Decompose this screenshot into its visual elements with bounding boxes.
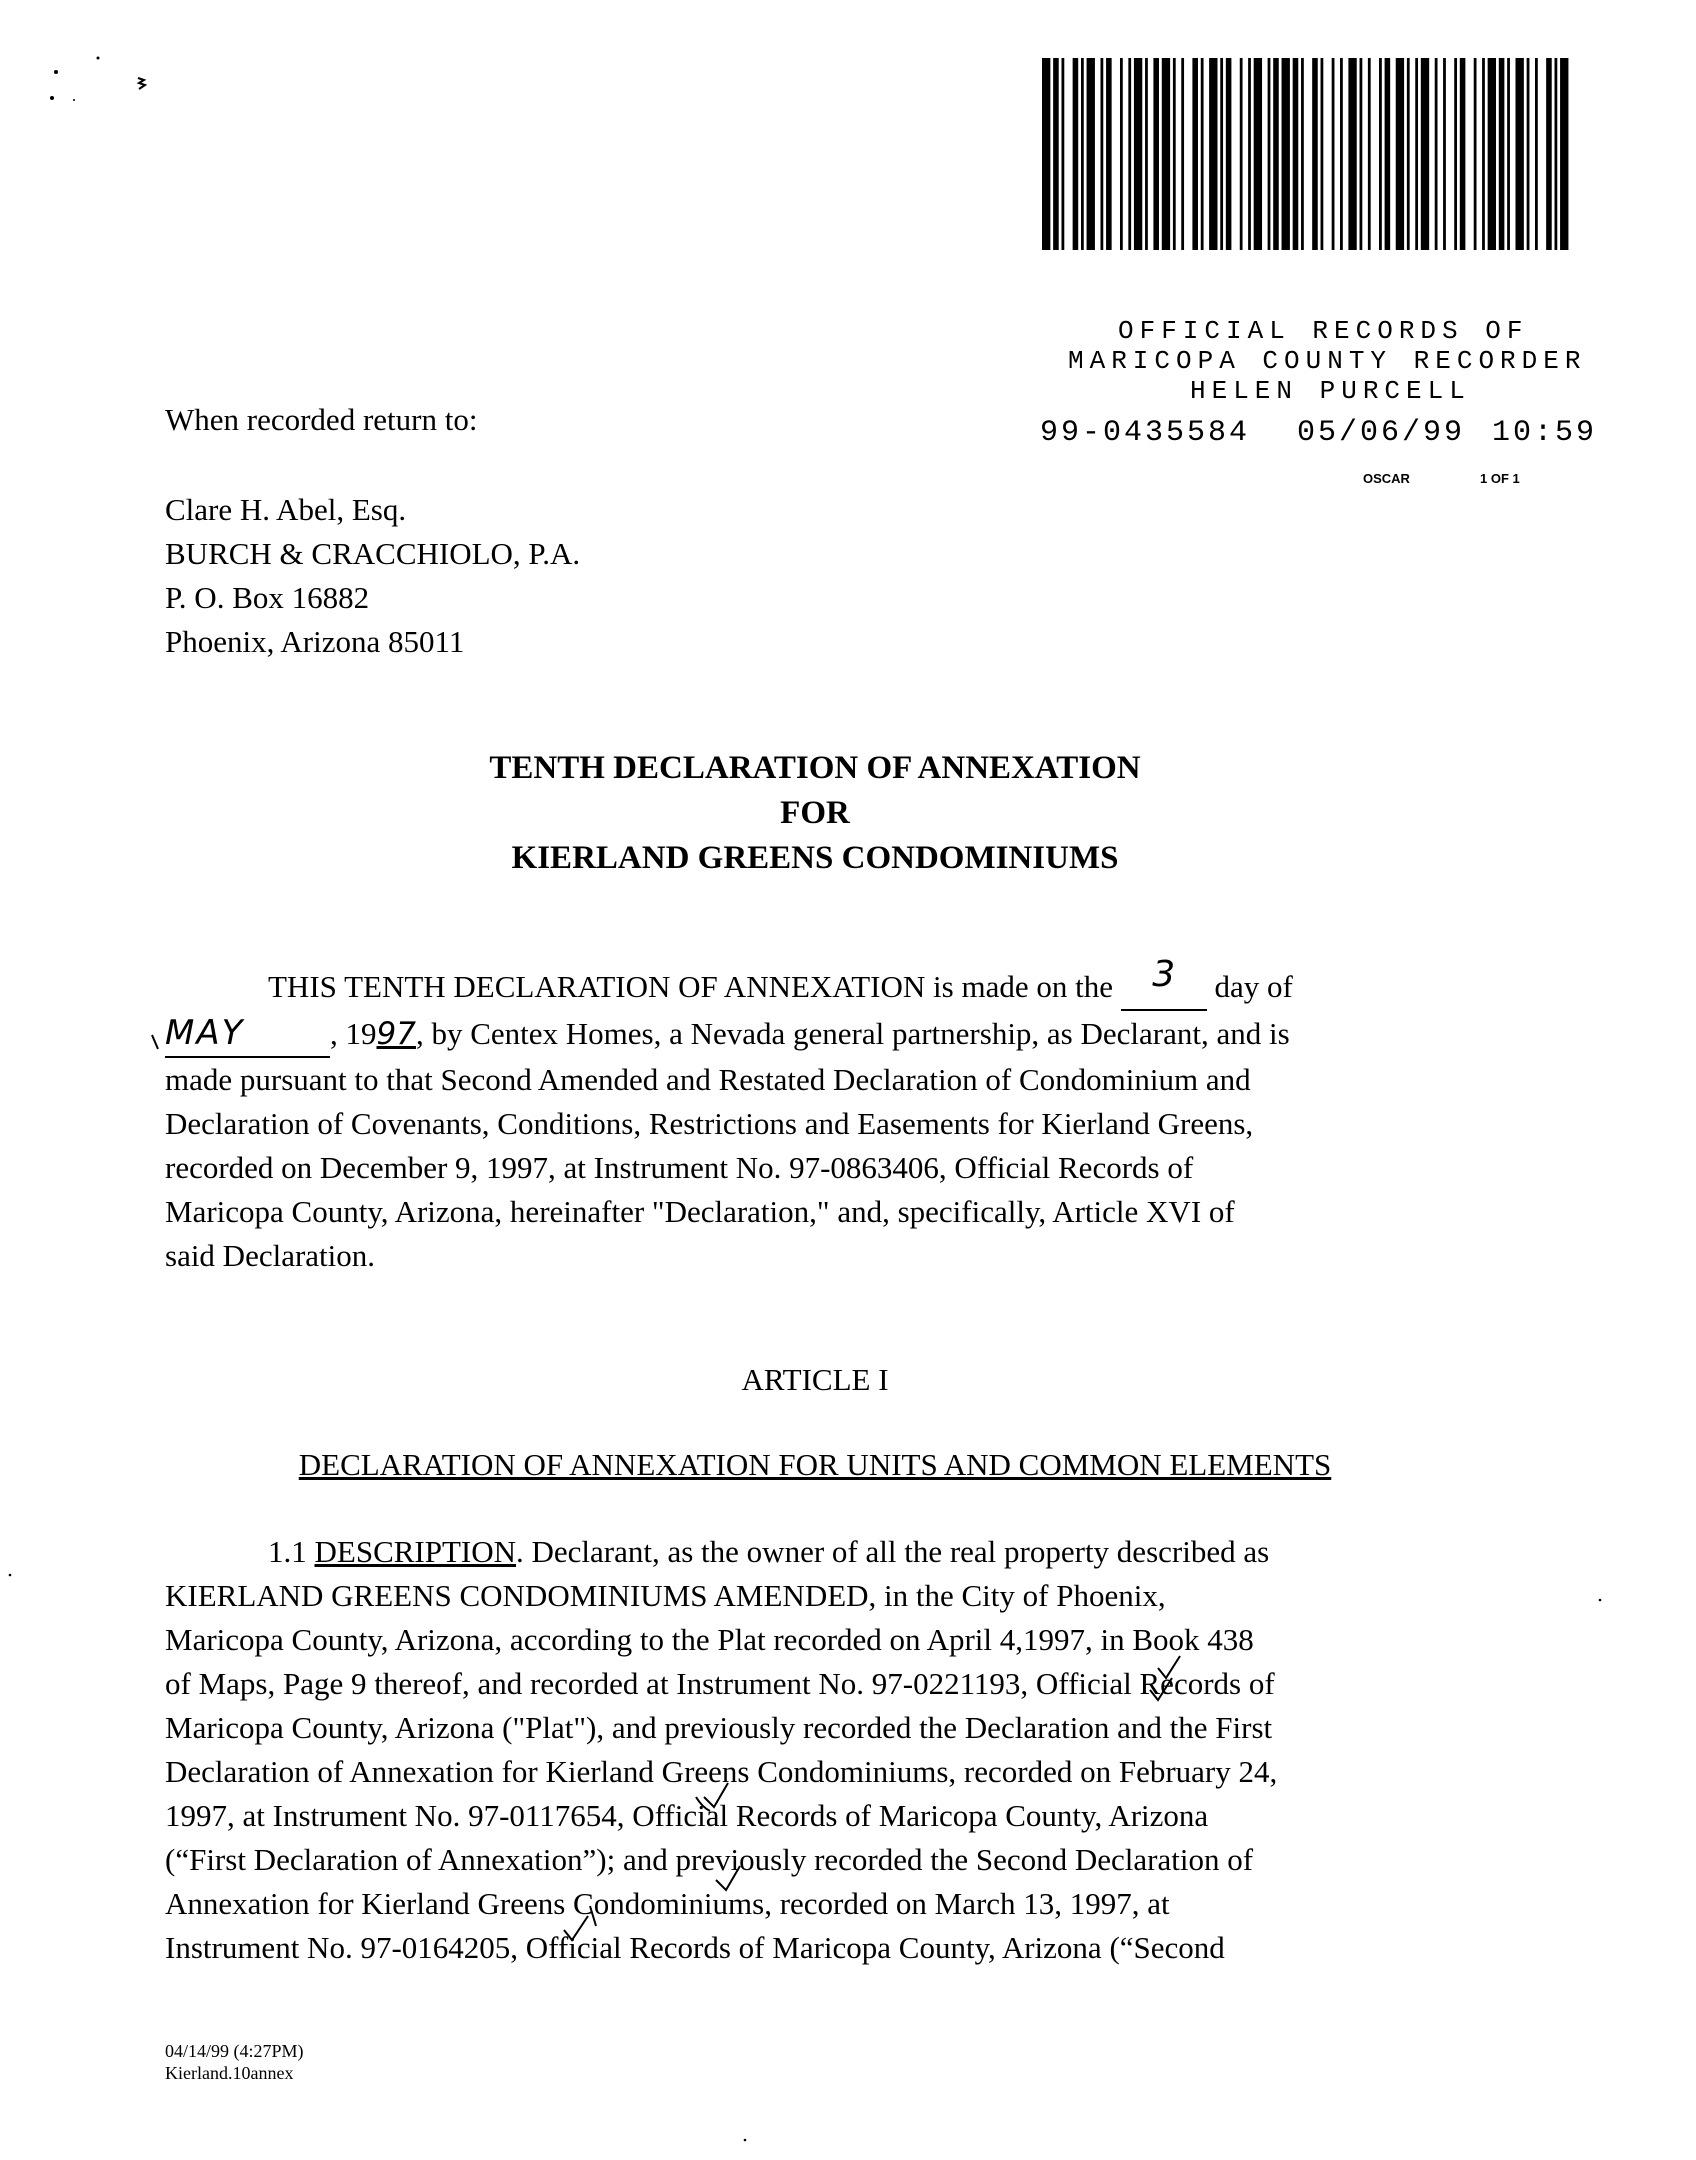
barcode-bar (1061, 58, 1064, 250)
barcode-bar (1145, 58, 1148, 250)
recording-clerk: OSCAR (1363, 471, 1410, 486)
section-line: Maricopa County, Arizona, according to the Plat recorded on April 4,1997, in Book 438 (165, 1622, 1254, 1657)
barcode-bar (1081, 58, 1084, 250)
barcode-bar (1181, 58, 1184, 250)
article-subheading: DECLARATION OF ANNEXATION FOR UNITS AND COMMON ELEMENTS (298, 1447, 1332, 1482)
scan-specks (40, 50, 170, 130)
section-line: Annexation for Kierland Greens Condominiums, recorded on March 13, 1997, at (165, 1886, 1170, 1921)
section-text: . Declarant, as the owner of all the real property described as (516, 1534, 1270, 1569)
intro-line: Maricopa County, Arizona, hereinafter "Declaration," and, specifically, Article XVI of (165, 1194, 1235, 1229)
barcode-bar (1053, 58, 1059, 250)
barcode-bar (1421, 58, 1429, 250)
barcode (1042, 58, 1574, 250)
section-line: Maricopa County, Arizona ("Plat"), and previously recorded the Declaration and the First (165, 1710, 1273, 1745)
section-number: 1.1 (268, 1534, 315, 1569)
intro-line: made pursuant to that Second Amended and Restated Declaration of Condominium and (165, 1062, 1251, 1097)
barcode-bar (1555, 58, 1558, 250)
return-city: Phoenix, Arizona 85011 (165, 624, 465, 659)
section-line: Instrument No. 97-0164205, Official Records of Maricopa County, Arizona (“Second (165, 1930, 1225, 1965)
barcode-bar (1254, 58, 1262, 250)
return-to-label: When recorded return to: (165, 402, 478, 437)
section-line: of Maps, Page 9 thereof, and recorded at Instrument No. 97-0221193, Official Records of (165, 1666, 1275, 1701)
footer-date: 04/14/99 (4:27PM) (165, 2041, 304, 2061)
stamp-recorder-name: HELEN PURCELL (1190, 376, 1471, 406)
month-blank (165, 1011, 330, 1058)
barcode-bar (1293, 58, 1299, 250)
barcode-bar (1560, 58, 1568, 250)
barcode-bar (1220, 58, 1223, 250)
intro-text: , by Centex Homes, a Nevada general partnership, as Declarant, and is (415, 1016, 1290, 1051)
stamp-office-line1: OFFICIAL RECORDS OF (1118, 316, 1529, 346)
article-heading: ARTICLE I (741, 1362, 889, 1397)
barcode-bar (1546, 58, 1552, 250)
barcode-bar (1368, 58, 1371, 250)
barcode-bar (1100, 58, 1103, 250)
barcode-bar (1348, 58, 1356, 250)
barcode-bar (1435, 58, 1438, 250)
handwritten-month: MAY (165, 1013, 245, 1053)
intro-text: day of (1206, 969, 1293, 1004)
day-blank (1121, 954, 1207, 1011)
barcode-bar (1268, 58, 1271, 250)
document-title-line1: TENTH DECLARATION OF ANNEXATION (489, 750, 1141, 786)
intro-text: THIS TENTH DECLARATION OF ANNEXATION is made on the (268, 969, 1121, 1004)
barcode-bar (1488, 58, 1496, 250)
stamp-office-line2: MARICOPA COUNTY RECORDER (1068, 346, 1587, 376)
barcode-bar (1153, 58, 1159, 250)
document-footer (165, 2040, 304, 2084)
barcode-bar (1454, 58, 1457, 250)
barcode-bar (1209, 58, 1217, 250)
barcode-bar (1360, 58, 1363, 250)
barcode-bar (1340, 58, 1343, 250)
barcode-bar (1407, 58, 1410, 250)
return-address (165, 488, 580, 664)
barcode-bar (1120, 58, 1123, 250)
barcode-bar (1106, 58, 1112, 250)
barcode-bar (1385, 58, 1391, 250)
section-1-1 (165, 1530, 1465, 1970)
barcode-bar (1443, 58, 1446, 250)
intro-line: said Declaration. (165, 1238, 376, 1273)
barcode-bar (1379, 58, 1382, 250)
barcode-bar (1282, 58, 1290, 250)
barcode-bar (1332, 58, 1335, 250)
barcode-bar (1516, 58, 1524, 250)
barcode-bar (1073, 58, 1079, 250)
barcode-bar (1134, 58, 1142, 250)
barcode-bar (1173, 58, 1176, 250)
document-title-line3: KIERLAND GREENS CONDOMINIUMS (511, 840, 1119, 876)
barcode-bar (1201, 58, 1204, 250)
barcode-bar (1087, 58, 1095, 250)
barcode-bar (1499, 58, 1505, 250)
barcode-bar (1042, 58, 1050, 250)
barcode-bar (1301, 58, 1304, 250)
footer-filename: Kierland.10annex (165, 2063, 294, 2083)
barcode-bar (1128, 58, 1131, 250)
intro-line: Declaration of Covenants, Conditions, Restrictions and Easements for Kierland Greens, (165, 1106, 1254, 1141)
barcode-bar (1527, 58, 1530, 250)
document-title-line2: FOR (780, 795, 850, 831)
barcode-bar (1240, 58, 1243, 250)
barcode-bar (1321, 58, 1324, 250)
section-line: Declaration of Annexation for Kierland Greens Condominiums, recorded on February 24, (165, 1754, 1278, 1789)
barcode-bar (1507, 58, 1510, 250)
barcode-bar (1226, 58, 1232, 250)
barcode-bar (1273, 58, 1279, 250)
barcode-bar (1482, 58, 1485, 250)
return-po-box: P. O. Box 16882 (165, 580, 370, 615)
barcode-bar (1192, 58, 1198, 250)
section-line: (“First Declaration of Annexation”); and previously recorded the Second Declaration of (165, 1842, 1254, 1877)
intro-line: recorded on December 9, 1997, at Instrument No. 97-0863406, Official Records of (165, 1150, 1194, 1185)
barcode-bar (1162, 58, 1170, 250)
intro-text: , 19 (330, 1016, 377, 1051)
barcode-bar (1312, 58, 1318, 250)
recording-time: 10:59 (1492, 416, 1598, 450)
intro-paragraph (165, 954, 1465, 1278)
recording-page-count: 1 OF 1 (1480, 471, 1520, 486)
section-heading: DESCRIPTION (314, 1534, 517, 1569)
handwritten-year: 97 (376, 1016, 416, 1052)
section-line: 1997, at Instrument No. 97-0117654, Official Records of Maricopa County, Arizona (165, 1798, 1209, 1833)
recording-date: 05/06/99 (1297, 416, 1466, 450)
barcode-bar (1415, 58, 1418, 250)
return-name: Clare H. Abel, Esq. (165, 492, 407, 527)
barcode-bar (1248, 58, 1251, 250)
barcode-bar (1396, 58, 1404, 250)
barcode-bar (1535, 58, 1538, 250)
barcode-bar (1460, 58, 1466, 250)
barcode-bar (1474, 58, 1477, 250)
return-firm: BURCH & CRACCHIOLO, P.A. (165, 536, 581, 571)
section-line: KIERLAND GREENS CONDOMINIUMS AMENDED, in the City of Phoenix, (165, 1578, 1166, 1613)
handwritten-day: 3 (1152, 954, 1176, 995)
recording-number: 99-0435584 (1040, 416, 1251, 450)
